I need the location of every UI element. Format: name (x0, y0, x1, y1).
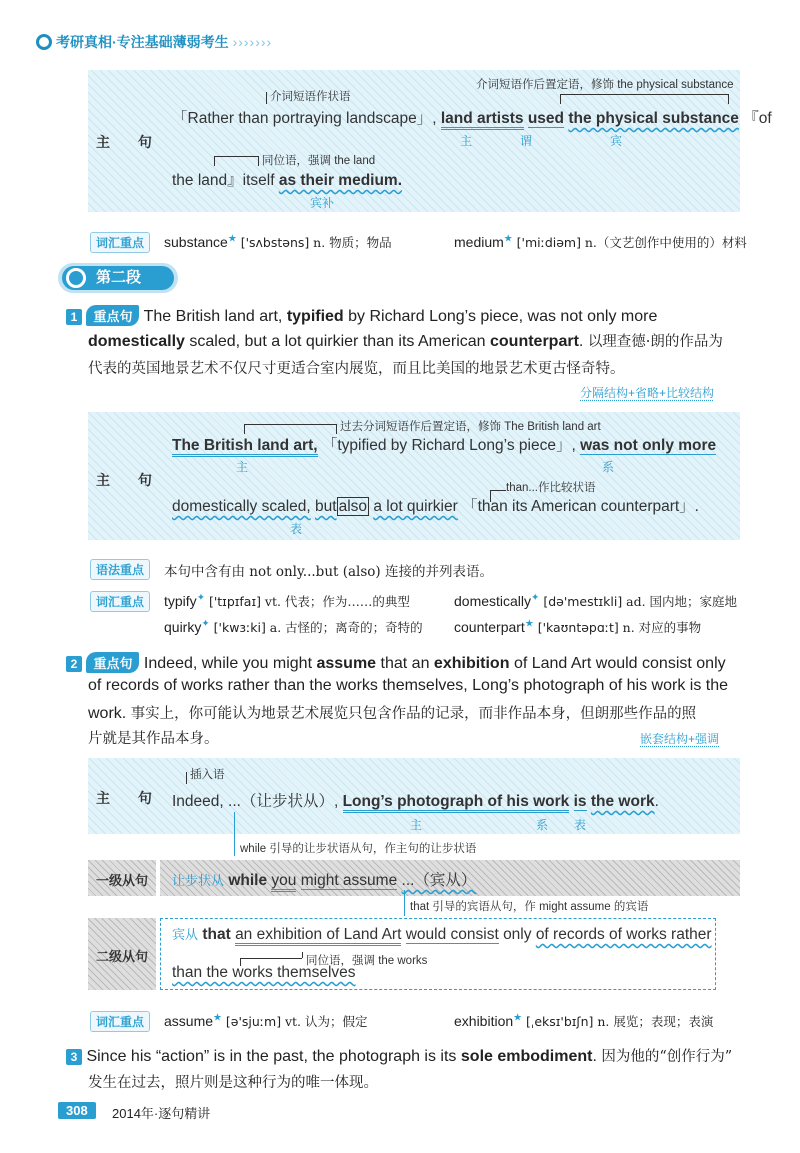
star-icon: ✦ (201, 618, 210, 630)
s1-en-2a: domestically (88, 333, 185, 350)
box1-arrow-line-2 (214, 156, 258, 157)
grammar1-tag (90, 559, 150, 580)
box2-role-predicative: 表 (290, 522, 303, 536)
vocab2-w1-def: vt. 代表；作为……的典型 (264, 594, 410, 609)
box1-land-itself: the land』itself (172, 172, 275, 189)
s2-structure: 嵌套结构+强调 (640, 732, 720, 746)
box5-verb: would consist (405, 926, 499, 943)
s3-en-c: . (592, 1048, 597, 1065)
s1-en-2b: scaled, but a lot quirkier than its American (189, 333, 486, 350)
box5-subject: an exhibition of Land Art (235, 926, 401, 946)
vocab3-word1 (164, 1012, 368, 1030)
box3-role-linking: 系 (536, 818, 549, 832)
vocab2-word3 (164, 618, 423, 636)
vocab2-tag (90, 591, 150, 612)
vocab3-w1-def: vt. 认为；假定 (284, 1014, 368, 1029)
s2-en-1d: exhibition (433, 655, 510, 672)
box5-object: of records of works rather (535, 926, 712, 943)
box3-connector (234, 812, 235, 856)
s1-line2 (88, 330, 723, 351)
box2-arrow-line (244, 424, 336, 425)
s1-en-2d: . (578, 333, 584, 350)
box5-tick-2 (302, 952, 303, 958)
box4-note-that: that 引导的宾语从句，作 might assume 的宾语 (410, 901, 649, 913)
s2-line1 (66, 652, 726, 673)
vocab2-w3-def: a. 古怪的；离奇的；奇特的 (269, 620, 423, 635)
box3-role-subject: 主 (410, 818, 423, 832)
box4-prefix: 让步状从 (172, 873, 225, 888)
box1-role-object: 宾 (610, 134, 623, 148)
s1-en-1c: by Richard Long’s piece, was not only more (348, 308, 658, 325)
star-icon: ★ (524, 618, 534, 630)
box2-linking: was not only more (580, 437, 717, 454)
vocab2-w2-ipa: [də'mestɪkli] (543, 594, 623, 609)
page-number: 308 (58, 1102, 96, 1119)
box4-while: while (228, 872, 268, 889)
box5-only: only (503, 926, 532, 943)
box3-subject: Long’s photograph of his work (343, 793, 570, 813)
s1-en-2c: counterpart (490, 333, 579, 350)
box5-line1 (172, 924, 712, 944)
box1-tick-5 (258, 156, 259, 166)
box1-subject: land artists (441, 110, 524, 130)
box2-comparison: 「than its American counterpart」. (462, 498, 699, 515)
box1-of: 『of (743, 110, 772, 127)
box3-predicative: the work (590, 793, 655, 810)
vocab2-w1-ipa: ['tɪpɪfaɪ] (208, 594, 261, 609)
section-title: 第二段 (96, 269, 142, 286)
s2-en-1e: of Land Art would consist only (513, 655, 726, 672)
vocab1-w2: medium (454, 234, 504, 250)
s3-cn-2: 发生在过去，照片则是这种行为的唯一体现。 (88, 1075, 378, 1091)
box4-might-assume: might assume (300, 872, 398, 889)
box2-attribute: 「typified by Richard Long’s piece」, (321, 437, 576, 454)
grammar1-tag-text: 语法重点 (90, 559, 150, 580)
box2-line1 (172, 433, 716, 455)
box3-note-while: while 引导的让步状语从句，作主句的让步状语 (240, 843, 477, 855)
s1-structure: 分隔结构+省略+比较结构 (580, 386, 715, 400)
s1-cn-2: 代表的英国地景艺术不仅尺寸更适合室内展览，而且比美国的地景艺术更古怪奇特。 (88, 361, 625, 377)
s3-line1 (66, 1045, 732, 1066)
header-title: 考研真相·专注基础薄弱考生 (56, 34, 229, 50)
s3-en-b: sole embodiment (460, 1048, 593, 1065)
s2-en-2: of records of works rather than the works themselves, Long’s photograph of his work is the (88, 677, 729, 694)
s1-keypoint-tag: 重点句 (86, 305, 139, 326)
box3-role-predicative: 表 (574, 818, 587, 832)
vocab1-w2-def: n.（文艺创作中使用的）材料 (584, 235, 747, 250)
box4-connector (404, 890, 405, 916)
box2-arrow-line-2 (490, 490, 506, 491)
box3-tick-1 (186, 772, 187, 784)
box1-complement: as their medium. (278, 172, 403, 189)
box3-label: 主 句 (96, 790, 164, 806)
box1-note-top-left: 介词短语作状语 (270, 91, 351, 103)
vocab2-tag-text: 词汇重点 (90, 591, 150, 612)
box1-tick-4 (214, 156, 215, 166)
s1-en-1a: The British land art, (143, 308, 283, 325)
box4-you: you (271, 872, 296, 892)
s2-number: 2 (66, 656, 82, 672)
box1-tick-2 (560, 94, 561, 104)
s2-line3 (88, 702, 696, 723)
s2-cn-2: 片就是其作品本身。 (88, 731, 219, 747)
box5-label: 二级从句 (96, 949, 149, 964)
magnifier-icon (36, 34, 52, 50)
box5-arrow-line (240, 958, 302, 959)
box2-predicative-2: a lot quirkier (373, 498, 458, 515)
vocab1-w1-ipa: ['sʌbstəns] (240, 235, 310, 250)
s2-keypoint-tag: 重点句 (86, 652, 139, 673)
section-badge (62, 266, 174, 290)
box3-adverbial: Indeed, ...（让步状从）, (172, 793, 339, 810)
s1-en-1b: typified (286, 308, 344, 325)
box1-label: 主 句 (96, 134, 164, 150)
s3-number: 3 (66, 1049, 82, 1065)
vocab3-tag (90, 1011, 150, 1032)
grammar1-text: 本句中含有由 not only...but (also) 连接的并列表语。 (164, 564, 493, 580)
vocab3-w2-ipa: [ˌeksɪ'bɪʃn] (526, 1014, 594, 1029)
vocab2-word2 (454, 592, 737, 610)
box1-line1 (172, 106, 772, 128)
box1-object: the physical substance (568, 110, 739, 127)
s3-cn-1: 因为他的“创作行为” (601, 1049, 733, 1065)
star-icon: ★ (513, 1012, 523, 1024)
s3-en-a: Since his “action” is in the past, the photograph is its (86, 1048, 457, 1065)
box4-object-clause: ...（宾从） (401, 872, 477, 889)
vocab2-w3: quirky (164, 619, 202, 635)
box3-line1 (172, 789, 659, 811)
vocab3-tag-text: 词汇重点 (90, 1011, 150, 1032)
box2-subject: The British land art, (172, 437, 318, 457)
vocab1-word2 (454, 233, 747, 251)
box1-arrow-line (560, 94, 728, 95)
box2-line2 (172, 494, 699, 516)
box4-line (172, 868, 476, 890)
s2-en-1b: assume (316, 655, 377, 672)
vocab3-w2-def: n. 展览；表现；表演 (597, 1014, 714, 1029)
s1-number: 1 (66, 309, 82, 325)
vocab1-tag (90, 232, 150, 253)
vocab3-w1: assume (164, 1013, 214, 1029)
box2-note-mid: than...作比较状语 (506, 482, 596, 494)
s1-line1 (66, 305, 657, 326)
vocab2-w4: counterpart (454, 619, 525, 635)
box4-label: 一级从句 (96, 873, 149, 888)
vocab3-w1-ipa: [ə'sjuːm] (225, 1014, 282, 1029)
vocab1-word1 (164, 233, 392, 251)
box1-role-subject: 主 (460, 134, 473, 148)
vocab2-w3-ipa: ['kwɜːki] (213, 620, 266, 635)
box2-label: 主 句 (96, 472, 164, 488)
box3-linking: is (573, 793, 587, 810)
box2-note-top: 过去分词短语作后置定语，修饰 The British land art (340, 421, 601, 433)
vocab3-word2 (454, 1012, 713, 1030)
box2-also: also (338, 498, 368, 515)
header-brand (36, 32, 272, 52)
s2-en-3: work. (88, 705, 127, 722)
vocab2-w2: domestically (454, 593, 532, 609)
box2-predicative-1: domestically scaled, (172, 498, 311, 515)
star-icon: ✦ (196, 592, 206, 604)
box3-note-top: 插入语 (190, 769, 225, 781)
s2-en-1c: that an (380, 655, 430, 672)
s2-cn-1: 事实上，你可能认为地景艺术展览只包含作品的记录，而非作品本身，但朗那些作品的照 (130, 706, 697, 722)
box2-role-subject: 主 (236, 460, 249, 474)
vocab2-w4-ipa: ['kaʊntəpɑːt] (537, 620, 619, 635)
box1-note-top-right: 介词短语作后置定语，修饰 the physical substance (476, 79, 734, 91)
vocab2-w4-def: n. 对应的事物 (622, 620, 702, 635)
box1-tick-3 (728, 94, 729, 104)
vocab2-word1 (164, 592, 410, 610)
star-icon: ★ (503, 233, 513, 245)
box1-note-mid: 同位语，强调 the land (262, 155, 376, 167)
vocab1-w1: substance (164, 234, 228, 250)
vocab1-tag-text: 词汇重点 (90, 232, 150, 253)
s2-en-1a: Indeed, while you might (143, 655, 313, 672)
box1-role-complement: 宾补 (310, 196, 335, 210)
box5-line2: than the works themselves (172, 964, 356, 981)
box5-prefix: 宾从 (172, 927, 199, 942)
star-icon: ★ (227, 233, 237, 245)
vocab1-w2-ipa: ['miːdiəm] (516, 235, 581, 250)
box1-verb: used (527, 110, 565, 127)
star-icon: ★ (213, 1012, 222, 1024)
box1-line2 (172, 168, 402, 190)
vocab2-w1: typify (164, 593, 197, 609)
box2-but: but (315, 498, 337, 515)
box2-role-linking: 系 (602, 460, 615, 474)
vocab2-word4 (454, 618, 701, 636)
box1-tick-1 (266, 92, 267, 104)
vocab3-w2: exhibition (454, 1013, 514, 1029)
star-icon: ✦ (531, 592, 540, 604)
vocab2-w2-def: ad. 国内地；家庭地 (626, 594, 738, 609)
box5-note-mid: 同位语，强调 the works (306, 955, 428, 967)
box1-adverbial: 「Rather than portraying landscape」, (172, 110, 437, 127)
box5-that: that (202, 926, 231, 943)
box3-period: . (654, 793, 659, 810)
header-arrows: ››››››› (232, 34, 273, 50)
vocab1-w1-def: n. 物质；物品 (313, 235, 392, 250)
box1-role-verb: 谓 (520, 134, 533, 148)
s1-cn-1: 以理查德·朗的作品为 (587, 334, 723, 350)
magnifier-icon (66, 268, 86, 288)
footer-title: 2014年·逐句精讲 (112, 1106, 211, 1121)
